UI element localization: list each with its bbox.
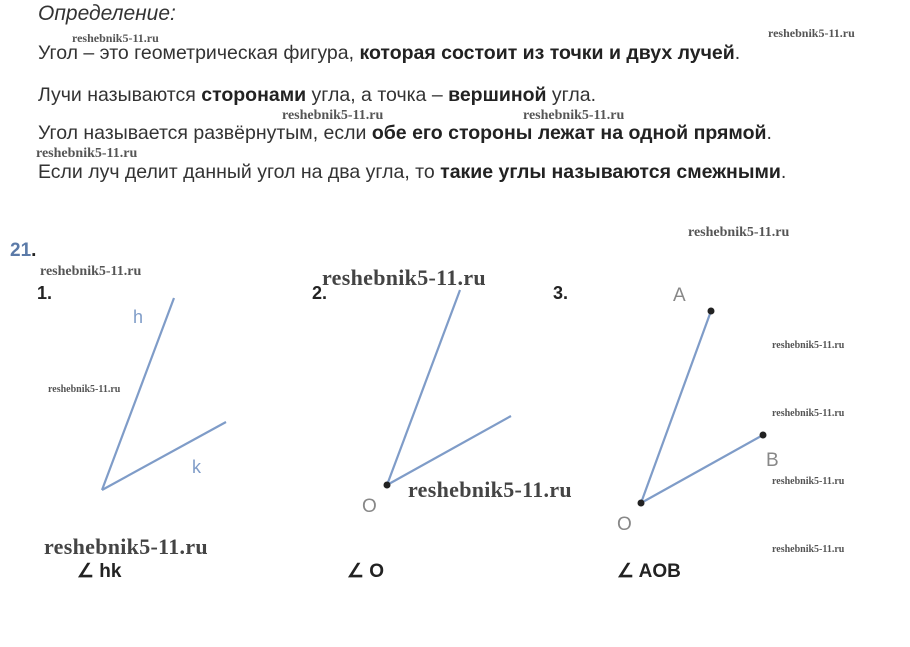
watermark: reshebnik5-11.ru	[768, 26, 855, 40]
vertex-point-o	[638, 500, 645, 507]
vertex-label-o: O	[617, 514, 632, 535]
watermark: reshebnik5-11.ru	[408, 477, 572, 502]
angle-aob-figure	[638, 308, 767, 507]
watermark: reshebnik5-11.ru	[772, 408, 845, 419]
definition-line-4: Если луч делит данный угол на два угла, то такие углы называются смежными.	[38, 161, 787, 183]
angle-hk-figure	[102, 298, 226, 490]
figure-2-label: 2.	[312, 283, 328, 303]
vertex-point-o	[384, 482, 391, 489]
vertex-label-o: O	[362, 496, 377, 517]
point-a	[708, 308, 715, 315]
ray-label-h: h	[133, 307, 144, 327]
point-label-b: B	[766, 450, 779, 471]
angle-caption-aob: ∠ AOB	[617, 561, 681, 582]
ray-2	[387, 416, 511, 485]
ray-label-k: k	[192, 457, 201, 477]
definition-heading: Определение:	[38, 2, 176, 25]
exercise-number: 21.	[10, 240, 37, 261]
figure-3-label: 3.	[553, 283, 569, 303]
ray-ob	[641, 435, 763, 503]
angle-caption-o: ∠ O	[347, 561, 385, 582]
watermark: reshebnik5-11.ru	[282, 108, 384, 123]
ray-oa	[641, 311, 711, 503]
watermark: reshebnik5-11.ru	[72, 31, 159, 45]
watermark: reshebnik5-11.ru	[688, 225, 790, 240]
angle-caption-hk: ∠ hk	[77, 561, 122, 582]
definition-line-2: Лучи называются сторонами угла, а точка – вершиной угла.	[38, 84, 596, 106]
definition-line-1: Угол – это геометрическая фигура, которая состоит из точки и двух лучей.	[38, 42, 741, 64]
watermark: reshebnik5-11.ru	[36, 146, 138, 161]
angle-o-figure	[384, 290, 512, 489]
ray-1	[387, 290, 460, 485]
watermark: reshebnik5-11.ru	[322, 265, 486, 290]
watermark: reshebnik5-11.ru	[772, 340, 845, 351]
definition-line-3: Угол называется развёрнутым, если обе его стороны лежат на одной прямой.	[38, 122, 772, 144]
watermark: reshebnik5-11.ru	[523, 108, 625, 123]
watermark: reshebnik5-11.ru	[772, 544, 845, 555]
point-b	[760, 432, 767, 439]
watermark: reshebnik5-11.ru	[40, 264, 142, 279]
ray-k	[102, 422, 226, 490]
watermark: reshebnik5-11.ru	[772, 476, 845, 487]
watermark: reshebnik5-11.ru	[48, 384, 121, 395]
point-label-a: A	[673, 285, 686, 306]
watermark: reshebnik5-11.ru	[44, 534, 208, 559]
figure-1-label: 1.	[37, 283, 53, 303]
